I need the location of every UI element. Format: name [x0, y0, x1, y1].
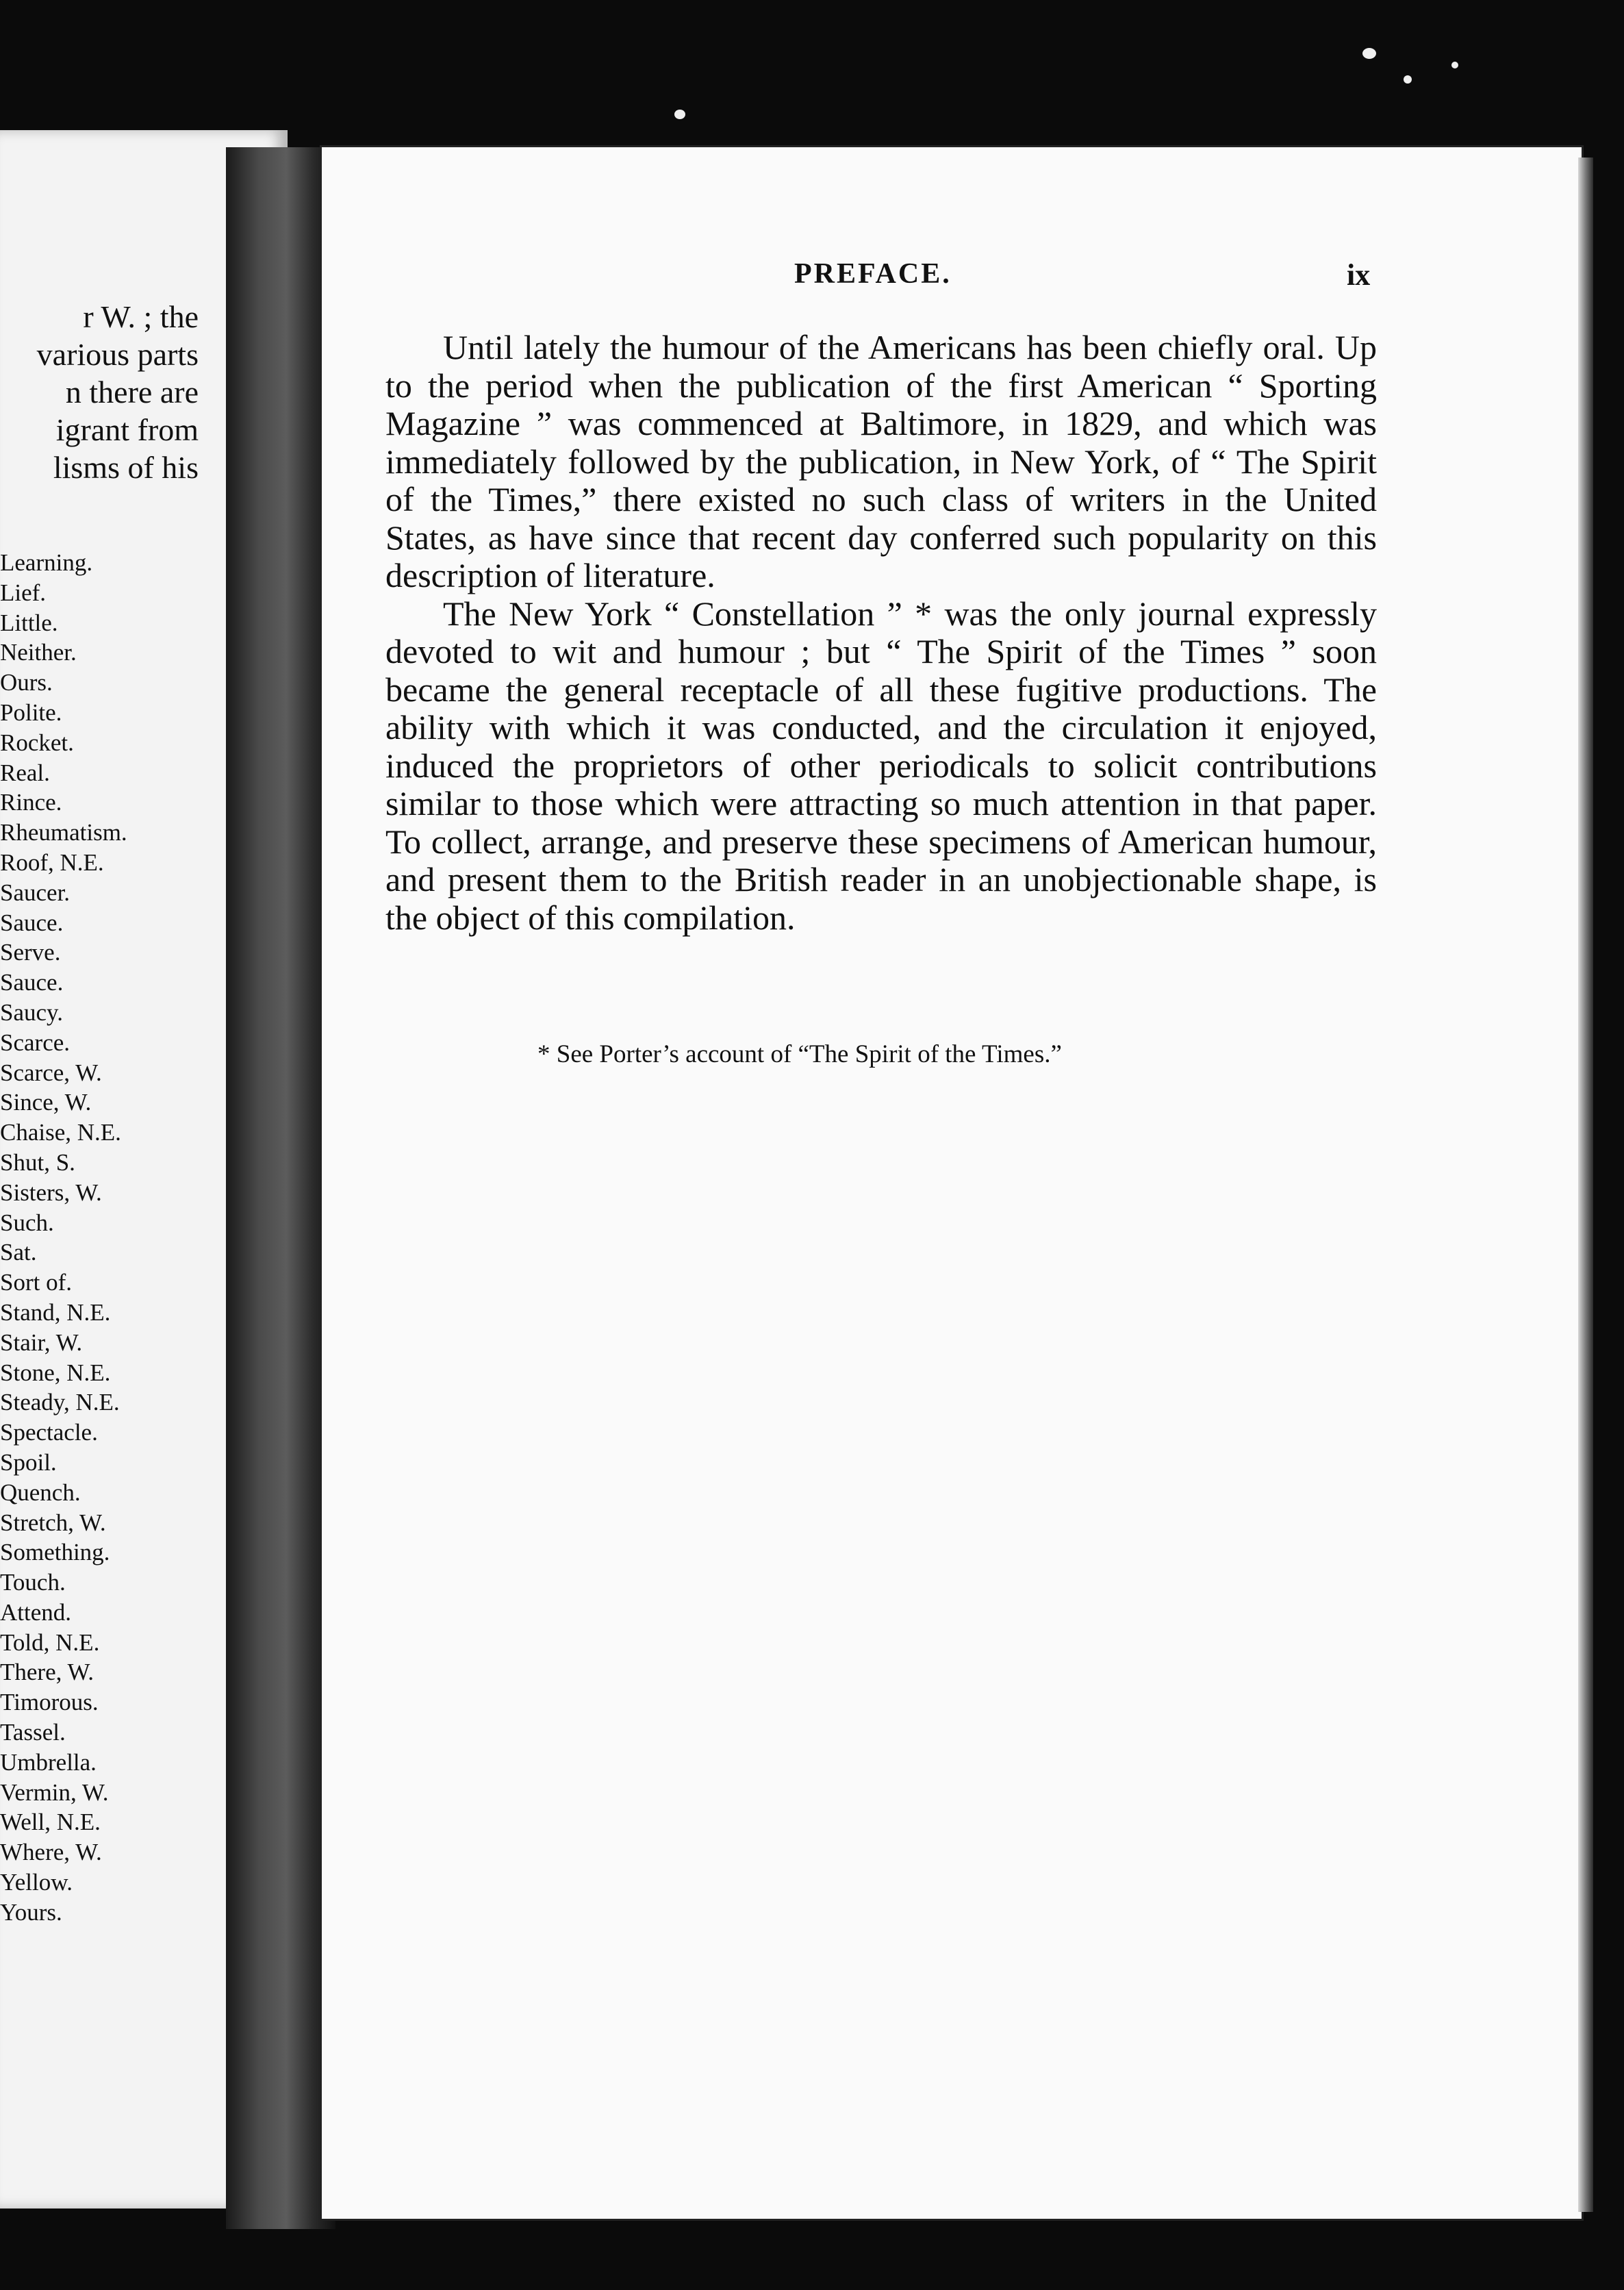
left-list-item: Rince. [0, 789, 62, 816]
left-list-item: Yours. [0, 1898, 62, 1926]
left-line: igrant from [55, 412, 199, 447]
left-list-item: Real. [0, 759, 50, 786]
left-list-item: Since, W. [0, 1089, 92, 1116]
left-list-item: Scarce. [0, 1029, 71, 1056]
left-list-item: Stretch, W. [0, 1509, 106, 1536]
left-list-item: Tassel. [0, 1719, 66, 1746]
left-list-item: Sat. [0, 1239, 37, 1266]
dust-speck [1404, 75, 1412, 84]
left-line: lisms of his [53, 450, 199, 485]
dust-speck [674, 110, 685, 119]
paragraph: Until lately the humour of the Americans has been chiefly oral. Up to the period when the publication of the first American “ Sporting Magazine ” was commenced at Baltimore, in 1829, and which was immediately followed by the publication, in New York, of “ The Spirit of the Times,” there existed no such class of writers in the United States, as have since that recent day conferred such popularity on this description of literature. [385, 328, 1377, 594]
left-list-item: Timorous. [0, 1689, 99, 1716]
left-list-item: Saucy. [0, 998, 64, 1026]
left-line: various parts [36, 337, 199, 372]
preface-body [385, 329, 1377, 937]
dust-speck [1362, 48, 1376, 59]
left-list-item: Sauce. [0, 969, 64, 996]
left-list-item: Sauce. [0, 909, 64, 936]
left-list-item: Told, N.E. [0, 1628, 100, 1656]
left-list-item: Where, W. [0, 1839, 102, 1866]
left-list-item: Spectacle. [0, 1419, 98, 1446]
left-list-item: Stone, N.E. [0, 1359, 111, 1386]
left-list-item: Umbrella. [0, 1748, 97, 1776]
left-list-item: Spoil. [0, 1448, 57, 1476]
book-gutter [226, 147, 335, 2229]
left-list-item: Such. [0, 1209, 54, 1236]
left-list-item: Rocket. [0, 729, 74, 756]
left-list-item: Polite. [0, 699, 62, 726]
left-list-item: Lief. [0, 579, 47, 606]
left-line: n there are [65, 375, 199, 410]
left-list-item: Attend. [0, 1598, 72, 1626]
left-list-item: Vermin, W. [0, 1778, 109, 1806]
left-list-item: Sort of. [0, 1269, 72, 1296]
paragraph: The New York “ Constellation ” * was the only journal expressly devoted to wit and humour ; but “ The Spirit of the Times ” soon became the general receptacle of all these fugitive productions. The ability with which it was conducted, and the circulation it enjoyed, induced the proprietors of other periodicals to solicit contributions similar to those which were attracting so much attention in that paper. To collect, arrange, and preserve these specimens of American humour, and present them to the British reader in an unobjectionable shape, is the object of this compilation. [385, 594, 1377, 937]
left-list-item: Something. [0, 1539, 110, 1566]
left-list-item: Quench. [0, 1479, 81, 1506]
left-list-item: Roof, N.E. [0, 848, 104, 876]
left-list-item: Stand, N.E. [0, 1298, 111, 1326]
left-list-item: Well, N.E. [0, 1809, 101, 1836]
left-list-item: Scarce, W. [0, 1059, 102, 1086]
dust-speck [1451, 62, 1458, 68]
running-head: PREFACE. [794, 258, 952, 290]
left-list-item: There, W. [0, 1659, 94, 1686]
left-list-item: Neither. [0, 639, 77, 666]
left-page-text [0, 298, 199, 486]
left-list-item: Saucer. [0, 879, 71, 906]
left-list-item: Ours. [0, 669, 53, 696]
left-list-item: Stair, W. [0, 1329, 83, 1356]
left-list-item: Learning. [0, 549, 93, 576]
left-list-item: Sisters, W. [0, 1179, 102, 1206]
page-edge [1578, 158, 1593, 2212]
left-list-item: Yellow. [0, 1869, 73, 1896]
page-number: ix [1347, 258, 1371, 292]
left-list-item: Steady, N.E. [0, 1389, 120, 1416]
left-list-item: Touch. [0, 1569, 66, 1596]
left-list-item: Little. [0, 609, 58, 636]
footnote: * See Porter’s account of “The Spirit of the Times.” [537, 1040, 1062, 1068]
left-list-item: Chaise, N.E. [0, 1119, 121, 1146]
left-list-item: Serve. [0, 939, 61, 966]
left-line: r W. ; the [83, 299, 199, 334]
left-list-item: Shut, S. [0, 1148, 75, 1176]
left-list-item: Rheumatism. [0, 819, 127, 846]
